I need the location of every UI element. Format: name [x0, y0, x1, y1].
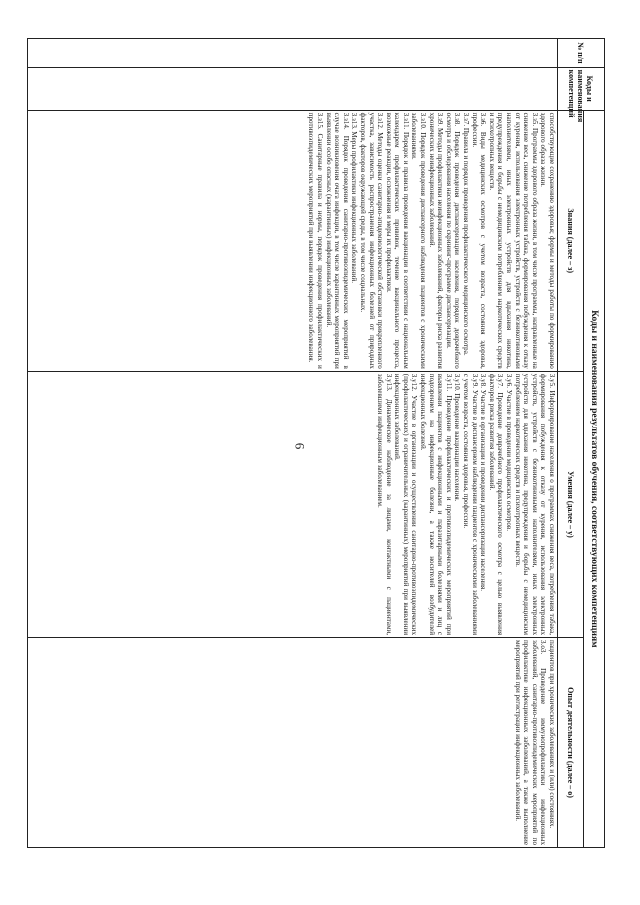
- cell-opyt: [28, 638, 558, 848]
- znaniya-item: 3.з11. Порядок и правила проведения вакцинации в соответствии с национальным календарем профилактических прививок, течение вакцинального процесса, возможные реакции, осложнения и меры их профилактики.: [384, 112, 410, 369]
- header-znaniya: Знания (далее – з): [558, 110, 584, 371]
- cell-znaniya: [28, 110, 558, 371]
- cell-num: [28, 39, 558, 68]
- znaniya-item: 3.з13. Меры профилактики инфекционных заболеваний.: [350, 112, 359, 283]
- umeniya-item: 3.у11. Проведение профилактических и противоэпидемических мероприятий при выявлении пациентов с инфекционными и паразитарными болезнями и лиц с подозрением на инфекционные болезни, а также носителей возбудителей инфекционных болезней.: [419, 373, 453, 636]
- znaniya-item: 3.з9. Методы профилактики неинфекционных заболеваний, факторы риска развития хронических неинфекционных заболеваний.: [427, 112, 445, 369]
- znaniya-item: 3.з15. Санитарные правила и нормы, порядок проведения профилактических и противоэпидемических мероприятий при выявлении инфекционного заболевания.: [307, 112, 324, 369]
- umeniya-item: 3.у7. Проведение доврачебного профилактического осмотра с целью выявления факторов риска развития заболеваний.: [487, 373, 505, 636]
- znaniya-item: 3.з6. Виды медицинских осмотров с учетом возраста, состояния здоровья, профессии.: [470, 112, 488, 369]
- header-group: Коды и наименования результатов обучения, соответствующих компетенциям: [584, 110, 605, 847]
- page-number: 6: [292, 442, 308, 450]
- znaniya-item: 3.з7. Правила и порядок проведения профилактического медицинского осмотра.: [462, 112, 471, 356]
- umeniya-item: 3.у5. Информирование населения о программах снижения веса, потребления табака, формирования побуждения к отказу от курения, использования электронных устройств, устройств с безникотиновыми наполнителями, иных электронных устройств для вдыхания никотина, предупреждения и борьбы с немедицинским потреблением наркотических средств и психотропных веществ.: [513, 373, 556, 636]
- umeniya-item: 3.у12. Участие в организации и осуществлении санитарно-противоэпидемических (профилактических) и ограничительных (карантинных) мероприятий при выявлении инфекционных заболеваний.: [393, 373, 419, 636]
- header-codes: Коды и наименования компетенций: [558, 67, 605, 110]
- znaniya-item: 3.з10. Порядок проведения диспансерного наблюдения пациентов с хроническими заболеваниями.: [410, 112, 428, 369]
- znaniya-item: 3.з5. Программы здорового образа жизни, в том числе программы, направленные на снижение веса, снижение потребления табака, формирования побуждения к отказу от курения, использования электронных устройств, устройств с безникотиновыми наполнителями, иных электронных устройств для вдыхания никотина, предупреждения и борьбы с немедицинским потреблением наркотических средств и психотропных веществ.: [487, 112, 539, 369]
- znaniya-item: 3.з14. Порядок проведения санитарно-противоэпидемических мероприятий в случае возникновения очага инфекции, в том числе карантинных мероприятий при выявлении особо опасных (карантинных) инфекционных заболеваний.: [324, 112, 350, 369]
- header-opyt: Опыт деятельности (далее – о): [558, 638, 584, 848]
- umeniya-item: 3.у9. Участие в диспансерном наблюдении пациентов с хроническими заболеваниями с учетом возраста, состояния здоровья, профессии.: [462, 373, 479, 636]
- umeniya-item: 3.у10. Проведение вакцинации населения.: [453, 373, 462, 502]
- znaniya-item: способствующие сохранению здоровья; формы и методы работы по формированию здорового образа жизни.: [539, 112, 556, 369]
- opyt-item: пациентов при хронических заболеваниях и (или) состояниях.: [548, 640, 556, 829]
- umeniya-item: 3.у13. Динамическое наблюдение за лицами, контактными с пациентами, заболевшими инфекционным заболеванием.: [376, 373, 393, 636]
- znaniya-item: 3.з12. Методы оценки санитарно-эпидемиологической обстановки прикрепленного участка, зависимость распространения инфекционных болезней от природных факторов, факторов окружающей среды, в том числе социальных.: [358, 112, 385, 369]
- opyt-item: 3.о3. Проведение иммунопрофилактики инфекционных заболеваний, санитарно-противоэпидемических мероприятий по профилактике инфекционных заболеваний, а также выполнение мероприятий при регистрации инфекционных заболеваний.: [513, 640, 548, 845]
- cell-umeniya: [28, 371, 558, 637]
- cell-codes: [28, 67, 558, 110]
- umeniya-item: 3.у8. Участие в организации и проведении диспансеризации населения.: [479, 373, 488, 591]
- header-num: № п/п: [558, 39, 605, 68]
- znaniya-item: 3.з8. Порядок проведения диспансеризации населения, порядок доврачебного осмотра и обследования населения по скрининг-программе диспансеризации.: [444, 112, 462, 369]
- header-umeniya: Умения (далее – у): [558, 371, 584, 637]
- umeniya-item: 3.у6. Участие в проведении медицинских осмотров.: [505, 373, 514, 532]
- competency-table: [27, 38, 605, 848]
- competency-table-sheet: [27, 38, 605, 848]
